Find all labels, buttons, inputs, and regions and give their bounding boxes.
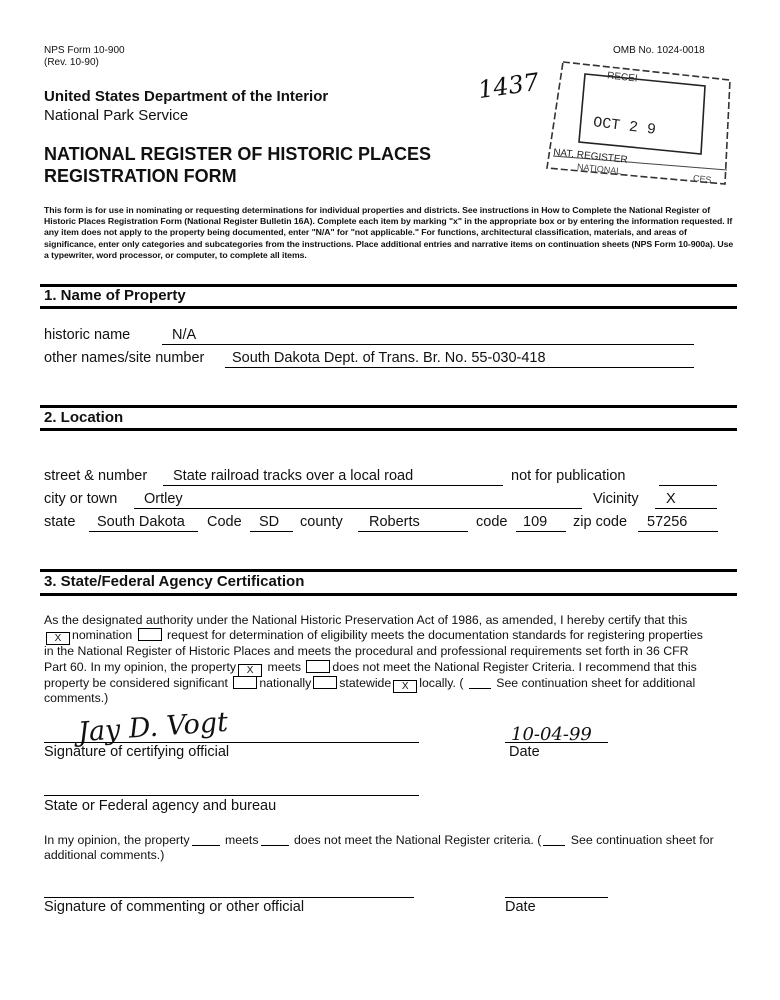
certification-line2 [44,628,703,645]
nationally-label: nationally [259,676,312,690]
does-not-meet-checkbox[interactable] [306,660,330,673]
omb-number: OMB No. 1024-0018 [613,45,705,56]
zip-value[interactable]: 57256 [647,514,688,530]
certifying-date-label: Date [509,744,540,760]
continuation-blank[interactable] [469,677,491,689]
received-stamp [545,58,735,186]
certification-line1: As the designated authority under the National Historic Preservation Act of 1986, as amended, I hereby certify that this [44,613,688,627]
opinion-line1 [44,833,714,848]
opinion-line2: additional comments.) [44,848,165,862]
county-value[interactable]: Roberts [369,514,420,530]
section2-top-rule [40,405,737,408]
certifying-date: 10-04-99 [511,724,592,745]
section3-bottom-rule [40,593,737,596]
request-checkbox[interactable] [138,628,162,641]
section3-heading: 3. State/Federal Agency Certification [44,573,305,590]
county-line [358,531,468,532]
handwritten-number: 1437 [476,67,541,105]
zip-label: zip code [573,514,628,530]
not-for-publication-label: not for publication [511,468,626,484]
property-opinion-text: Part 60. In my opinion, the property [44,660,237,674]
section1-bottom-rule [40,306,737,309]
nationally-checkbox[interactable] [233,676,257,689]
street-label: street & number [44,468,148,484]
locally-checkbox[interactable]: X [393,680,417,693]
significance-text: property be considered significant [44,676,228,690]
agency-line [44,795,419,796]
opinion-text: In my opinion, the property [44,833,190,847]
form-revision: (Rev. 10-90) [44,57,99,68]
continuation-label: See continuation sheet for additional [496,676,696,690]
street-line [163,485,503,486]
county-code-line [516,531,566,532]
city-line [134,508,582,509]
nomination-label: nomination [72,628,133,642]
section2-bottom-rule [40,428,737,431]
commenting-signature-label: Signature of commenting or other official [44,899,305,915]
city-value[interactable]: Ortley [144,491,183,507]
meets-label: meets [267,660,301,674]
service-name: National Park Service [44,107,189,124]
state-label: state [44,514,76,530]
instructions-text: This form is for use in nominating or requesting determinations for individual properties and districts. See instructions in How to Complete the National Register of Historic Places Registration Form (National Register Bulletin 16A). Complete each item by marking "x" in the appropriate box or by entering the information requested. If any item does not apply to the property being documented, enter "N/A" for "not applicable." For functions, architectural classification, materials, and areas of significance, enter only categories and subcategories from the instructions. Place additional entries and narrative items on continuation sheets (NPS Form 10-900a). Use a typewriter, word processor, or computer, to complete all items. [44,205,734,260]
locally-label: locally. ( [419,676,464,690]
historic-name-line [162,344,694,345]
certifying-signature-line [44,742,419,743]
state-code-label: Code [207,514,242,530]
stamp-national: NATIONAL [576,161,622,177]
section3-top-rule [40,569,737,572]
section1-heading: 1. Name of Property [44,287,186,304]
commenting-date-line [505,897,608,898]
commenting-signature-line [44,897,414,898]
p2-meets-label: meets [225,833,259,847]
state-line [89,531,198,532]
stamp-register: NAT. REGISTER [552,147,629,166]
certifying-signature-label: Signature of certifying official [44,744,230,760]
vicinity-label: Vicinity [593,491,639,507]
certifying-date-line [505,742,608,743]
form-title-line1: NATIONAL REGISTER OF HISTORIC PLACES [44,144,432,164]
state-code-value[interactable]: SD [259,514,280,530]
certifying-signature: Jay D. Vogt [77,706,229,749]
stamp-date: OCT 2 9 [592,114,657,139]
other-names-line [225,367,694,368]
vicinity-line [655,508,717,509]
certification-line3: in the National Register of Historic Places and meets the procedural and professional requirements set forth in 36 CFR [44,644,689,658]
county-label: county [300,514,343,530]
agency-label: State or Federal agency and bureau [44,798,277,814]
county-code-label: code [476,514,508,530]
other-names-value[interactable]: South Dakota Dept. of Trans. Br. No. 55-030-418 [232,350,546,366]
stamp-received: RECEI [606,70,639,85]
commenting-date-label: Date [505,899,536,915]
county-code-value[interactable]: 109 [523,514,548,530]
form-title-line2: REGISTRATION FORM [44,166,237,186]
city-label: city or town [44,491,118,507]
zip-line [638,531,718,532]
certification-line4 [44,660,697,677]
statewide-label: statewide [339,676,392,690]
p2-continuation-label: See continuation sheet for [570,833,714,847]
meets-checkbox[interactable]: X [238,664,262,677]
department-name: United States Department of the Interior [44,88,329,105]
state-code-line [250,531,293,532]
form-number: NPS Form 10-900 [44,45,125,56]
state-value[interactable]: South Dakota [97,514,185,530]
p2-does-not-meet-blank[interactable] [261,834,289,846]
certification-line5 [44,676,695,693]
p2-meets-blank[interactable] [192,834,220,846]
does-not-meet-label: does not meet the National Register Criteria. I recommend that this [332,660,697,674]
p2-does-not-meet-label: does not meet the National Register criteria. ( [293,833,542,847]
certification-line6: comments.) [44,691,109,705]
section2-heading: 2. Location [44,409,124,426]
other-names-label: other names/site number [44,350,205,366]
p2-continuation-blank[interactable] [543,834,565,846]
historic-name-value[interactable]: N/A [172,327,197,343]
historic-name-label: historic name [44,327,131,343]
request-label: request for determination of eligibility meets the documentation standards for registering properties [167,628,703,642]
street-value[interactable]: State railroad tracks over a local road [173,468,414,484]
stamp-places: CES [692,173,712,185]
statewide-checkbox[interactable] [313,676,337,689]
not-for-publication-line [659,485,717,486]
nomination-checkbox[interactable]: X [46,632,70,645]
vicinity-value[interactable]: X [666,491,676,507]
